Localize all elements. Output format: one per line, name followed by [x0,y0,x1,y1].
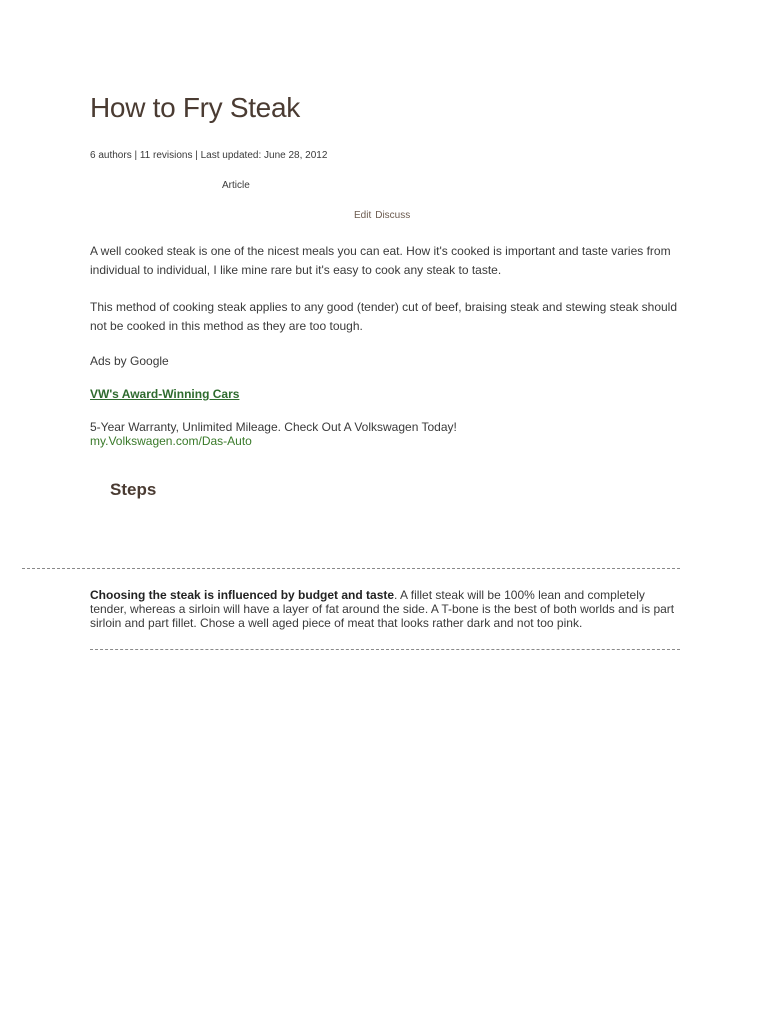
ad-url-link[interactable]: my.Volkswagen.com/Das-Auto [90,434,252,448]
ads-label: Ads by Google [90,354,169,368]
article-meta: 6 authors | 11 revisions | Last updated: June 28, 2012 [90,150,328,161]
step-body: . A fillet steak will be 100% lean and completely tender, whereas a sirloin will have a layer of fat around the side. A T-bone is the best of both worlds and is part sirloin and part fillet. Chose a well aged piece of meat that looks rather dark and not too pink. [90,588,675,630]
divider-top [22,568,680,569]
divider-bottom [90,649,680,650]
steps-heading: Steps [110,480,157,499]
article-actions [354,210,410,221]
ad-description: 5-Year Warranty, Unlimited Mileage. Check Out A Volkswagen Today! [90,420,457,434]
intro-paragraph-2: This method of cooking steak applies to any good (tender) cut of beef, braising steak and stewing steak should not be cooked in this method as they are too tough. [90,300,678,333]
page-title: How to Fry Steak [90,92,300,123]
intro-paragraph-1: A well cooked steak is one of the nicest meals you can eat. How it's cooked is important and taste varies from individual to individual, I like mine rare but it's easy to cook any steak to taste. [90,244,671,277]
ad-title-link[interactable]: VW's Award-Winning Cars [90,387,240,401]
edit-link[interactable]: Edit [354,210,372,221]
tab-article[interactable]: Article [222,180,250,191]
discuss-link[interactable]: Discuss [375,210,411,221]
step-lead: Choosing the steak is influenced by budget and taste [90,588,395,602]
step-item [90,588,682,630]
